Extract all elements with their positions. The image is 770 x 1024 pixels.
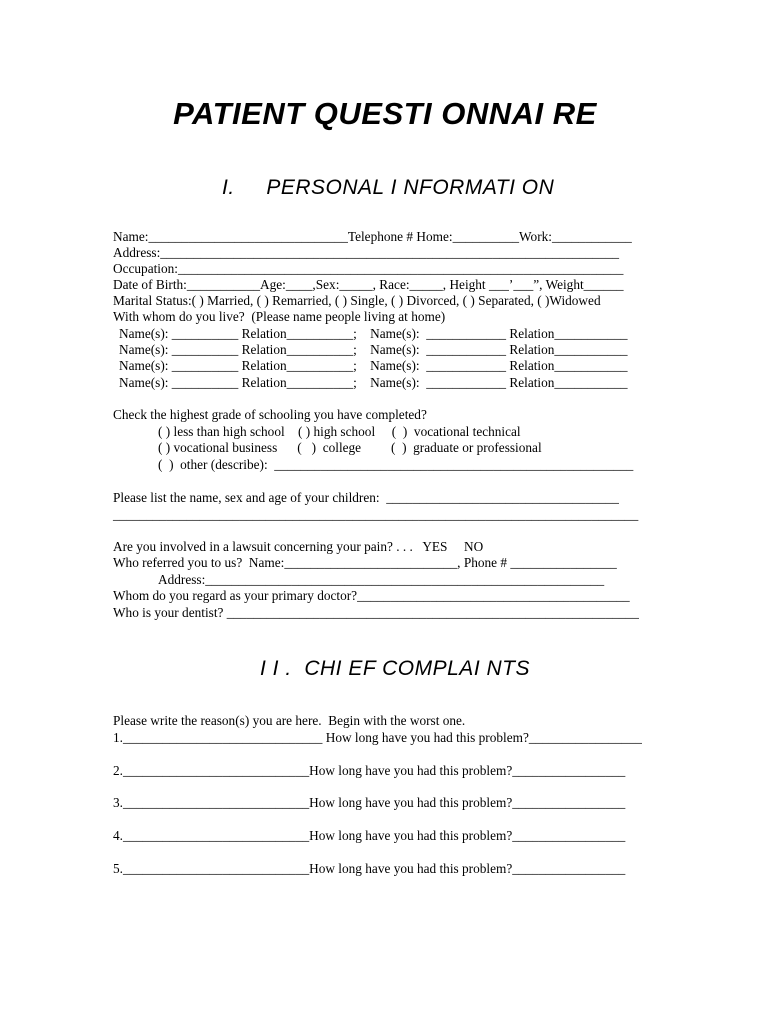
complaint-line[interactable]: 2.____________________________How long have you had this problem?_________________ [113,763,626,778]
schooling-options-row[interactable]: ( ) less than high school ( ) high school ( ) vocational technical [158,424,521,439]
section-heading-chief-complaints: I I . CHI EF COMPLAI NTS [260,657,530,680]
complaint-line[interactable]: 5.____________________________How long have you had this problem?_________________ [113,861,626,876]
complaints-intro: Please write the reason(s) you are here. Begin with the worst one. [113,713,466,728]
primary-doctor-line[interactable]: Whom do you regard as your primary doctor?_________________________________________ [113,588,630,603]
children-continuation-line[interactable]: _______________________________________________________________________________ [113,507,639,522]
household-row[interactable]: Name(s): __________ Relation__________; Name(s): ____________ Relation___________ [119,326,628,341]
complaint-line[interactable]: 3.____________________________How long have you had this problem?_________________ [113,795,626,810]
date-of-birth-line[interactable]: Date of Birth:___________Age:____,Sex:_____, Race:_____, Height ___’___”, Weight______ [113,277,624,292]
schooling-question: Check the highest grade of schooling you have completed? [113,407,427,422]
household-row[interactable]: Name(s): __________ Relation__________; Name(s): ____________ Relation___________ [119,342,628,357]
dentist-line[interactable]: Who is your dentist? ______________________________________________________________ [113,605,639,620]
occupation-line[interactable]: Occupation:___________________________________________________________________ [113,261,624,276]
page-title: PATIENT QUESTI ONNAI RE [173,96,597,131]
section-heading-personal-information: I. PERSONAL I NFORMATI ON [222,176,555,199]
referred-by-line[interactable]: Who referred you to us? Name:__________________________, Phone # ________________ [113,555,617,570]
name-telephone-line[interactable]: Name:______________________________Telephone # Home:__________Work:____________ [113,229,632,244]
schooling-other-line[interactable]: ( ) other (describe): ______________________________________________________ [158,457,634,472]
referrer-address-line[interactable]: Address:____________________________________________________________ [158,572,605,587]
live-with-question: With whom do you live? (Please name people living at home) [113,309,446,324]
lawsuit-question[interactable]: Are you involved in a lawsuit concerning your pain? . . . YES NO [113,539,484,554]
schooling-options-row[interactable]: ( ) vocational business ( ) college ( ) graduate or professional [158,440,542,455]
marital-status-line[interactable]: Marital Status:( ) Married, ( ) Remarried, ( ) Single, ( ) Divorced, ( ) Separated, ( )Widowed [113,293,601,308]
children-line[interactable]: Please list the name, sex and age of your children: ___________________________________ [113,490,619,505]
household-row[interactable]: Name(s): __________ Relation__________; Name(s): ____________ Relation___________ [119,375,628,390]
household-row[interactable]: Name(s): __________ Relation__________; Name(s): ____________ Relation___________ [119,358,628,373]
complaint-line[interactable]: 1.______________________________ How long have you had this problem?_________________ [113,730,642,745]
complaint-line[interactable]: 4.____________________________How long have you had this problem?_________________ [113,828,626,843]
address-line[interactable]: Address:_____________________________________________________________________ [113,245,620,260]
